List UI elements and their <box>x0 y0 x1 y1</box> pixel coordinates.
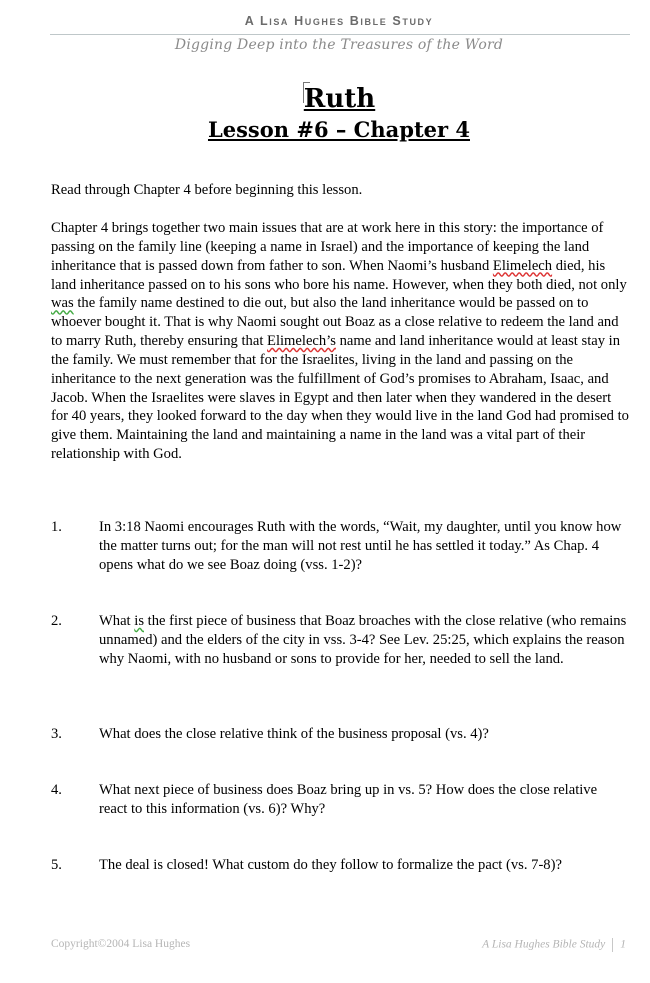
document-title-text: Ruth <box>303 84 376 114</box>
body-text: name and land inheritance would at least stay in the family. We must remember that for the Israelites, living in the land and passing on the inheritance to the next generation was the fulfillment of God’s promises to Abraham, Isaac, and Jacob. When the Israelites were slaves in Egypt and then later when they wandered in the desert for 40 years, they looked forward to the day when they would live in the land God had promised to give them. Maintaining the land and maintaining a name in the land was a vital part of their relationship with God. <box>51 333 629 463</box>
page-number: 1 <box>620 938 626 951</box>
body-text: died, his land inheritance passed on to his sons who bore his name. However, when they both died, not only <box>51 257 627 293</box>
document-subtitle: Lesson #6 – Chapter 4 <box>207 117 470 142</box>
question-text-part: the first piece of business that Boaz broaches with the close relative (who remains unnamed) and the elders of the city in vss. 3-4? See Lev. 25:25, which explains the reason why Naomi, with no husband or sons to provide for her, needed to sell the land. <box>99 613 627 667</box>
footer-series-label: A Lisa Hughes Bible Study <box>482 938 606 951</box>
header-divider <box>50 34 630 35</box>
question-text: In 3:18 Naomi encourages Ruth with the words, “Wait, my daughter, until you know how the matter turns out; for the man will not rest until he has settled it today.” As Chap. 4 opens what do we see Boaz doing (vss. 1-2)? <box>99 519 622 573</box>
question-number: 4. <box>51 782 62 798</box>
grammar-check-word: was <box>51 295 74 312</box>
footer-series <box>482 938 626 952</box>
question-text: The deal is closed! What custom do they follow to formalize the pact (vs. 7-8)? <box>99 857 562 873</box>
spellcheck-word: Elimelech <box>492 257 553 274</box>
intro-paragraph: Read through Chapter 4 before beginning this lesson. <box>51 182 363 198</box>
footer-divider <box>612 938 613 952</box>
header-tagline: Digging Deep into the Treasures of the Word <box>174 37 504 53</box>
question-number: 2. <box>51 613 62 629</box>
question-text: What does the close relative think of the business proposal (vs. 4)? <box>99 726 489 742</box>
question-text-part: What <box>99 613 135 629</box>
question-number: 5. <box>51 857 62 873</box>
question-number: 1. <box>51 519 62 535</box>
footer-copyright: Copyright©2004 Lisa Hughes <box>51 938 191 950</box>
question-text: What next piece of business does Boaz bring up in vs. 5? How does the close relative react to this information (vs. 6)? Why? <box>99 782 598 817</box>
header-title: A Lisa Hughes Bible Study <box>244 14 434 28</box>
spellcheck-word: Elimelech’s <box>267 333 336 350</box>
body-text: Chapter 4 brings together two main issues that are at work here in this story: the importance of passing on the family line (keeping a name in Israel) and the importance of keeping the land inheritance that is passed down from father to son. When Naomi’s husband <box>51 220 604 274</box>
grammar-check-word: is <box>134 613 144 629</box>
document-title <box>0 82 650 116</box>
question-text <box>99 612 627 669</box>
question-number: 3. <box>51 726 62 742</box>
body-text: the family name destined to die out, but also the land inheritance would be passed on to whoever bought it. That is why Naomi sought out Boaz as a close relative to redeem the land and to marry Ruth, thereby ensuring that <box>51 295 619 350</box>
body-paragraph <box>51 219 631 464</box>
